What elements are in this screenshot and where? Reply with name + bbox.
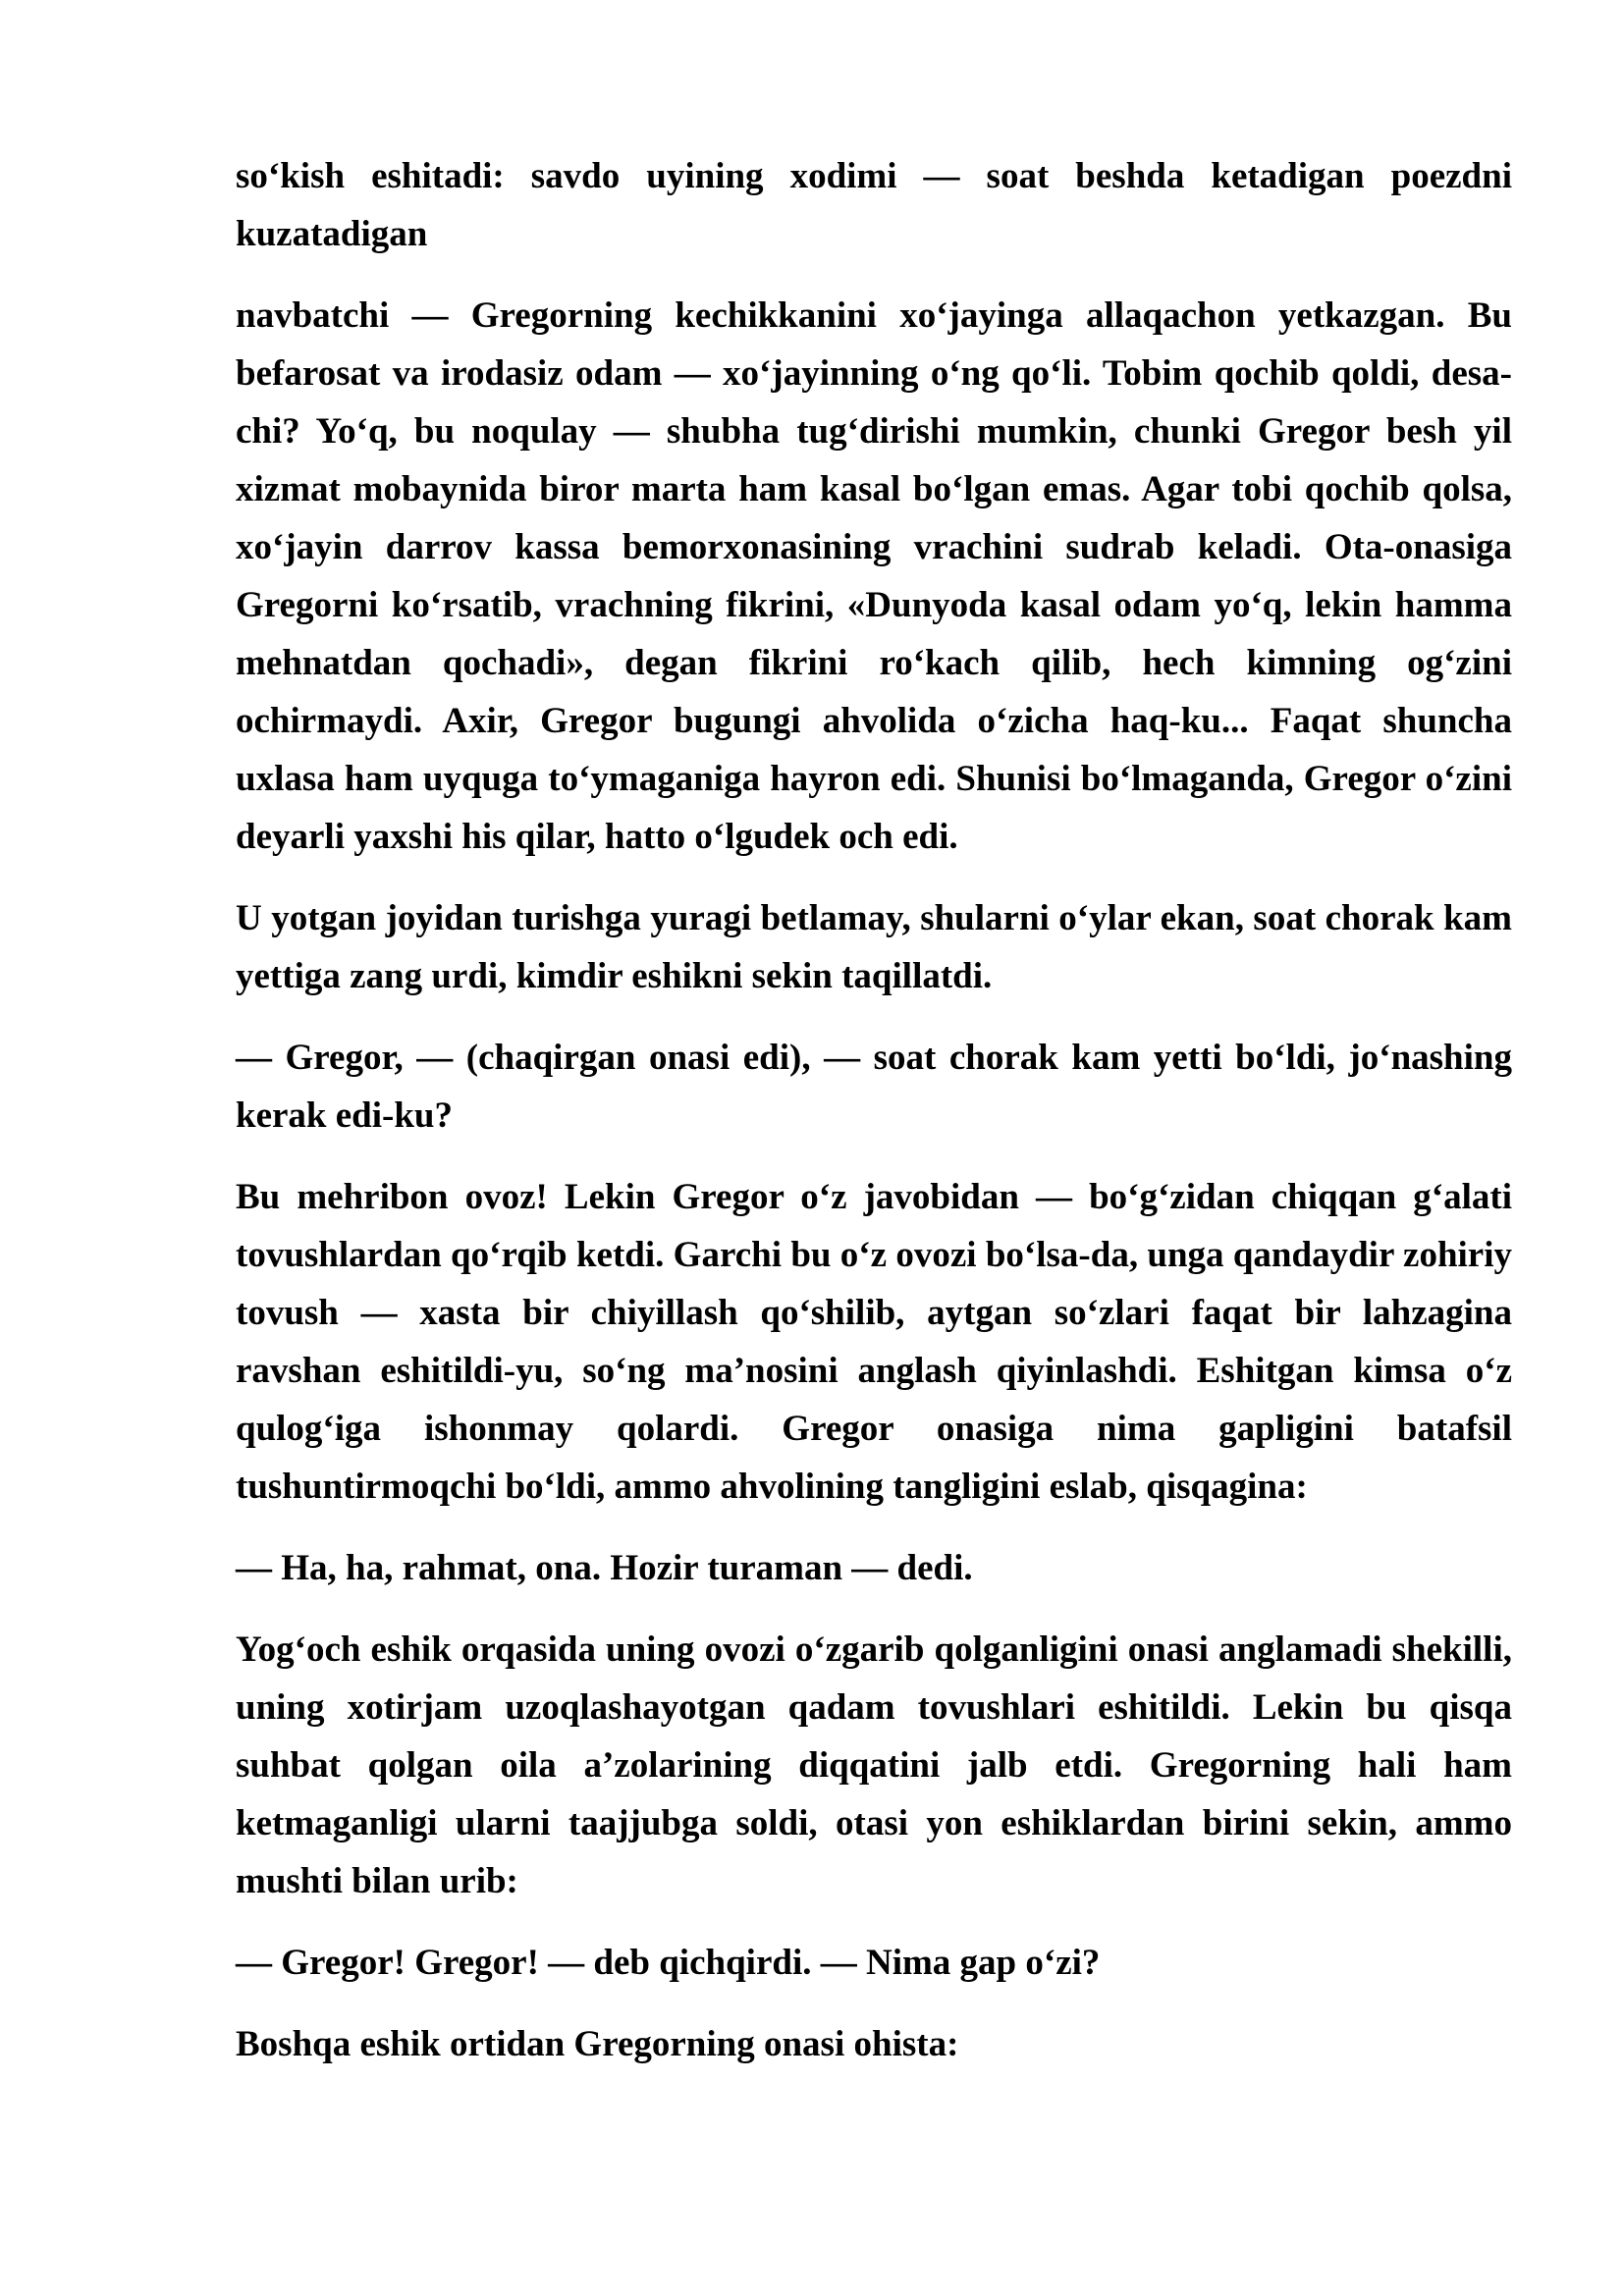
paragraph-9: Boshqa eshik ortidan Gregorning onasi ohista: [236,2024,959,2064]
document-page [236,147,1512,2097]
paragraph-2: navbatchi — Gregorning kechikkanini xo‘jayinga allaqachon yetkazgan. Bu befarosat va irodasiz odam — xo‘jayinning o‘ng qo‘li. Tobim qochib qoldi, desa-chi? Yo‘q, bu noqulay — shubha tug‘dirishi mumkin, chunki Gregor besh yil xizmat mobaynida biror marta ham kasal bo‘lgan emas. Agar tobi qochib qolsa, xo‘jayin darrov kassa bemorxonasining vrachini sudrab keladi. Ota-onasiga Gregorni ko‘rsatib, vrachning fikrini, «Dunyoda kasal odam yo‘q, lekin hamma mehnatdan qochadi», degan fikrini ro‘kach qilib, hech kimning og‘zini ochirmaydi. Axir, Gregor bugungi ahvolida o‘zicha haq-ku... Faqat shuncha uxlasa ham uyquga to‘ymaganiga hayron edi. Shunisi bo‘lmaganda, Gregor o‘zini deyarli yaxshi his qilar, hatto o‘lgudek och edi. [236,295,1512,857]
paragraph-8: — Gregor! Gregor! — deb qichqirdi. — Nima gap o‘zi? [236,1943,1101,1983]
paragraph-4: — Gregor, — (chaqirgan onasi edi), — soat chorak kam yetti bo‘ldi, jo‘nashing kerak edi-ku? [236,1038,1512,1136]
paragraph-1: so‘kish eshitadi: savdo uyining xodimi — soat beshda ketadigan poezdni kuzatadigan [236,156,1512,254]
paragraph-6: — Ha, ha, rahmat, ona. Hozir turaman — dedi. [236,1548,973,1588]
paragraph-3: U yotgan joyidan turishga yuragi betlamay, shularni o‘ylar ekan, soat chorak kam yettiga zang urdi, kimdir eshikni sekin taqillatdi. [236,898,1512,996]
paragraph-7: Yog‘och eshik orqasida uning ovozi o‘zgarib qolganligini onasi anglamadi shekilli, uning xotirjam uzoqlashayotgan qadam tovushlari eshitildi. Lekin bu qisqa suhbat qolgan oila a’zolarining diqqatini jalb etdi. Gregorning hali ham ketmaganligi ularni taajjubga soldi, otasi yon eshiklardan birini sekin, ammo mushti bilan urib: [236,1629,1512,1901]
paragraph-5: Bu mehribon ovoz! Lekin Gregor o‘z javobidan — bo‘g‘zidan chiqqan g‘alati tovushlardan qo‘rqib ketdi. Garchi bu o‘z ovozi bo‘lsa-da, unga qandaydir zohiriy tovush — xasta bir chiyillash qo‘shilib, aytgan so‘zlari faqat bir lahzagina ravshan eshitildi-yu, so‘ng ma’nosini anglash qiyinlashdi. Eshitgan kimsa o‘z qulog‘iga ishonmay qolardi. Gregor onasiga nima gapligini batafsil tushuntirmoqchi bo‘ldi, ammo ahvolining tangligini eslab, qisqagina: [236,1177,1512,1507]
